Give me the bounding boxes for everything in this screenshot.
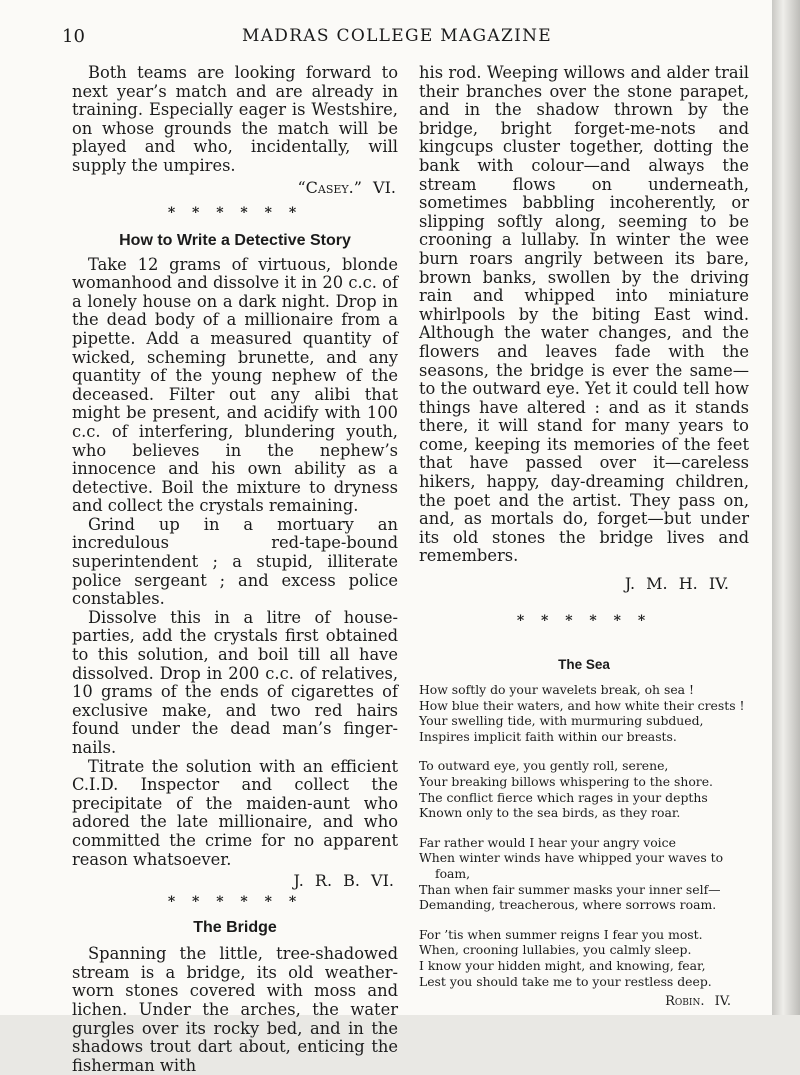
match-paragraph: Both teams are looking forward to next year’s match and are already in training. Especially eager is Westshire, on whose grounds the match will be played and who, incidentally, will supply the umpires.	[72, 63, 398, 175]
detective-story-title: How to Write a Detective Story	[119, 231, 351, 249]
poem-line: I know your hidden might, and knowing, fear,	[419, 957, 706, 973]
poem-line: When winter winds have whipped your waves to foam,	[419, 850, 724, 881]
poem-line: Than when fair summer masks your inner self—	[419, 881, 721, 897]
poem-line: Far rather would I hear your angry voice	[419, 834, 676, 850]
page-number: 10	[62, 26, 85, 47]
poem-stanza	[419, 758, 749, 820]
poem-line: The conflict fierce which rages in your depths	[419, 789, 708, 805]
sea-poem	[419, 682, 749, 989]
running-title: MADRAS COLLEGE MAGAZINE	[241, 26, 553, 46]
sea-poem-title: The Sea	[558, 657, 610, 673]
page-edge-shadow	[772, 0, 800, 1015]
detective-paragraph: Take 12 grams of virtuous, blonde womanhood and dissolve it in 20 c.c. of a lonely house on a dark night. Drop in the dead body of a millionaire from a pipette. Add a measured quantity of wicked, scheming brunette, and any quantity of the young nephew of the deceased. Filter out any alibi that might be present, and acidify with 100 c.c. of interfering, blundering youth, who believes in the nephew’s innocence and his own ability as a detective. Boil the mixture to dryness and collect the crystals remaining.	[72, 254, 398, 516]
bridge-paragraph: Spanning the little, tree-shadowed stream is a bridge, its old weather-worn stones covered with moss and lichen. Under the arches, the water gurgles over its rocky bed, and in the shadows trout dart about, enticing the fisherman with	[72, 944, 398, 1075]
section-divider: * * * * * *	[167, 894, 303, 911]
left-column	[72, 64, 398, 1075]
detective-paragraph: Dissolve this in a litre of house-parties, add the crystals first obtained to this solution, and boil till all have dissolved. Drop in 200 c.c. of relatives, 10 grams of the ends of cigarettes of exclusive make, and two red hairs found under the dead man’s finger-nails.	[72, 607, 398, 757]
poem-line: Your breaking billows whispering to the shore.	[419, 774, 713, 789]
poem-stanza	[419, 927, 749, 989]
page-header	[62, 26, 732, 52]
poem-line: Lest you should take me to your restless deep.	[419, 973, 712, 989]
match-signature: “Casey.” VI.	[297, 177, 396, 197]
poem-line: Demanding, treacherous, where sorrows roam.	[419, 897, 717, 913]
poem-line: Known only to the sea birds, as they roar.	[419, 805, 681, 821]
bridge-paragraph-continued: his rod. Weeping willows and alder trail their branches over the stone parapet, and in the shadow thrown by the bridge, bright forget-me-nots and kingcups cluster together, dotting the bank with colour—and always the stream flows on underneath, sometimes babbling incoherently, or slipping softly along, seeming to be crooning a lullaby. In winter the wee burn roars angrily between its bare, brown banks, swollen by the driving rain and whipped into miniature whirlpools by the biting East wind. Although the water changes, and the flowers and leaves fade with the seasons, the bridge is ever the same—to the outward eye. Yet it could tell how things have altered : and as it stands there, it will stand for many years to come, keeping its memories of the feet that have passed over it—careless hikers, happy, day-dreaming children, the poet and the artist. They pass on, and, as mortals do, forget—but under its old stones the bridge lives and remembers.	[419, 63, 749, 566]
sea-signature: Robin. IV.	[665, 994, 731, 1010]
poem-line: Your swelling tide, with murmuring subdued,	[419, 713, 704, 729]
poem-line: To outward eye, you gently roll, serene,	[419, 758, 669, 774]
section-divider: * * * * * *	[167, 204, 303, 221]
poem-line: Inspires implicit faith within our breasts.	[419, 728, 677, 744]
poem-stanza	[419, 682, 749, 744]
bridge-signature: J. M. H. IV.	[624, 574, 729, 594]
poem-line: For ’tis when summer reigns I fear you most.	[419, 926, 703, 942]
right-column	[419, 64, 749, 1011]
detective-paragraph: Grind up in a mortuary an incredulous red-tape-bound superintendent ; a stupid, illiterate police sergeant ; and excess police constables.	[72, 514, 398, 609]
poem-stanza	[419, 835, 749, 913]
detective-paragraph: Titrate the solution with an efficient C.I.D. Inspector and collect the precipitate of the maiden-aunt who adored the late millionaire, and who committed the crime for no apparent reason whatsoever.	[72, 756, 398, 869]
poem-line: How blue their waters, and how white their crests !	[419, 697, 745, 713]
detective-signature: J. R. B. VI.	[293, 871, 394, 891]
bridge-title: The Bridge	[193, 919, 277, 937]
poem-line: How softly do your wavelets break, oh sea !	[419, 682, 694, 698]
section-divider: * * * * * *	[516, 613, 652, 630]
poem-line: When, crooning lullabies, you calmly sleep.	[419, 942, 692, 958]
